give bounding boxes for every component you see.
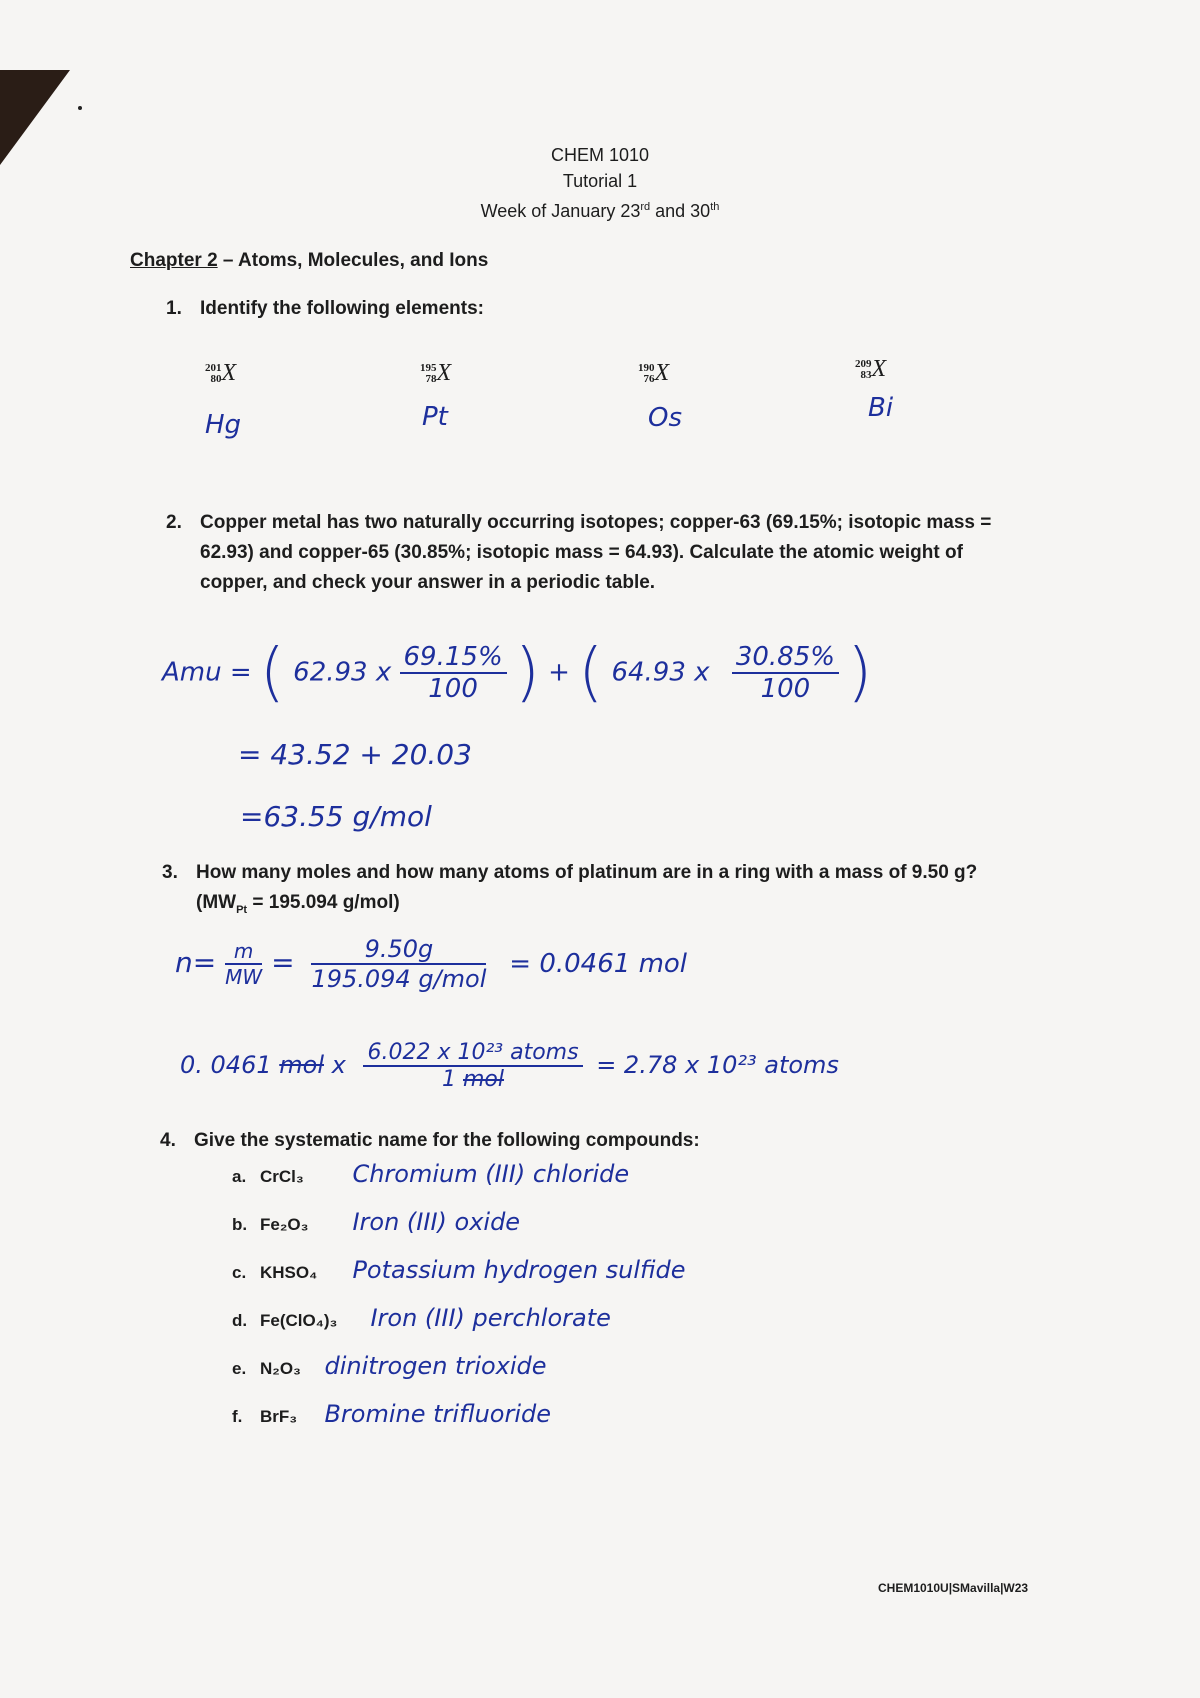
isotope-2: 195 78X [420,360,452,386]
footer-code: CHEM1010U|SMavilla|W23 [878,1581,1029,1595]
q3-work-line2: 0. 0461 mol x $\frac{\text{6.022 x 10²³ atoms}}{\text{1 mol}}$ = 2.78 x 10²³ atoms [180,1040,839,1092]
compound-item: d. Fe(ClO₄)₃ Iron (III) perchlorate [232,1304,611,1332]
q2-work-line2: = 43.52 + 20.03 [238,738,472,771]
compound-item: a. CrCl₃ Chromium (III) chloride [232,1160,630,1188]
isotope-4: 209 83X [855,356,887,382]
week-line: Week of January 23rd and 30th [480,201,720,221]
compound-item: b. Fe₂O₃ Iron (III) oxide [232,1208,521,1236]
tutorial-title: Tutorial 1 [562,171,638,191]
isotope-1: 201 80X [205,360,237,386]
question-4: 4. Give the systematic name for the following compounds: [160,1130,700,1151]
compound-item: e. N₂O₃ dinitrogen trioxide [232,1352,547,1380]
compound-item: c. KHSO₄ Potassium hydrogen sulfide [232,1256,686,1284]
answer-hg: Hg [205,410,242,440]
q3-work-line1: n= $\frac{m}{MW}$ = $\frac{9.50g}{\text{195.094 g/mol}}$ = 0.0461 mol [175,935,688,993]
compound-item: f. BrF₃ Bromine trifluoride [232,1400,551,1428]
isotope-3: 190 76X [638,360,670,386]
answer-bi: Bi [868,393,894,423]
document-header [0,142,1200,224]
course-code: CHEM 1010 [550,145,650,165]
compound-list [232,1160,686,1448]
q2-work-line3: =63.55 g/mol [240,800,432,833]
chapter-heading: Chapter 2 – Atoms, Molecules, and Ions [130,250,489,271]
answer-os: Os [648,403,683,433]
question-1: 1. Identify the following elements: [166,298,484,319]
answer-pt: Pt [422,402,448,432]
question-2: 2. Copper metal has two naturally occurring isotopes; copper-63 (69.15%; isotopic mass = 62.93) and copper-65 (30.85%; isotopic mass = 64.93). Calculate the atomic weight of copper, and check your answer in a periodic table. [166,512,992,593]
question-3: 3. How many moles and how many atoms of platinum are in a ring with a mass of 9.50 g? ($MW_{Pt} = 195.094$ g/mol) [162,862,978,916]
q2-work-line1: Amu = ( 62.93 x $\frac{69.15\%}{100}$ ) + ( 64.93 x $\frac{30.85\%}{100}$ ) [162,636,873,710]
scan-speck [78,106,82,110]
